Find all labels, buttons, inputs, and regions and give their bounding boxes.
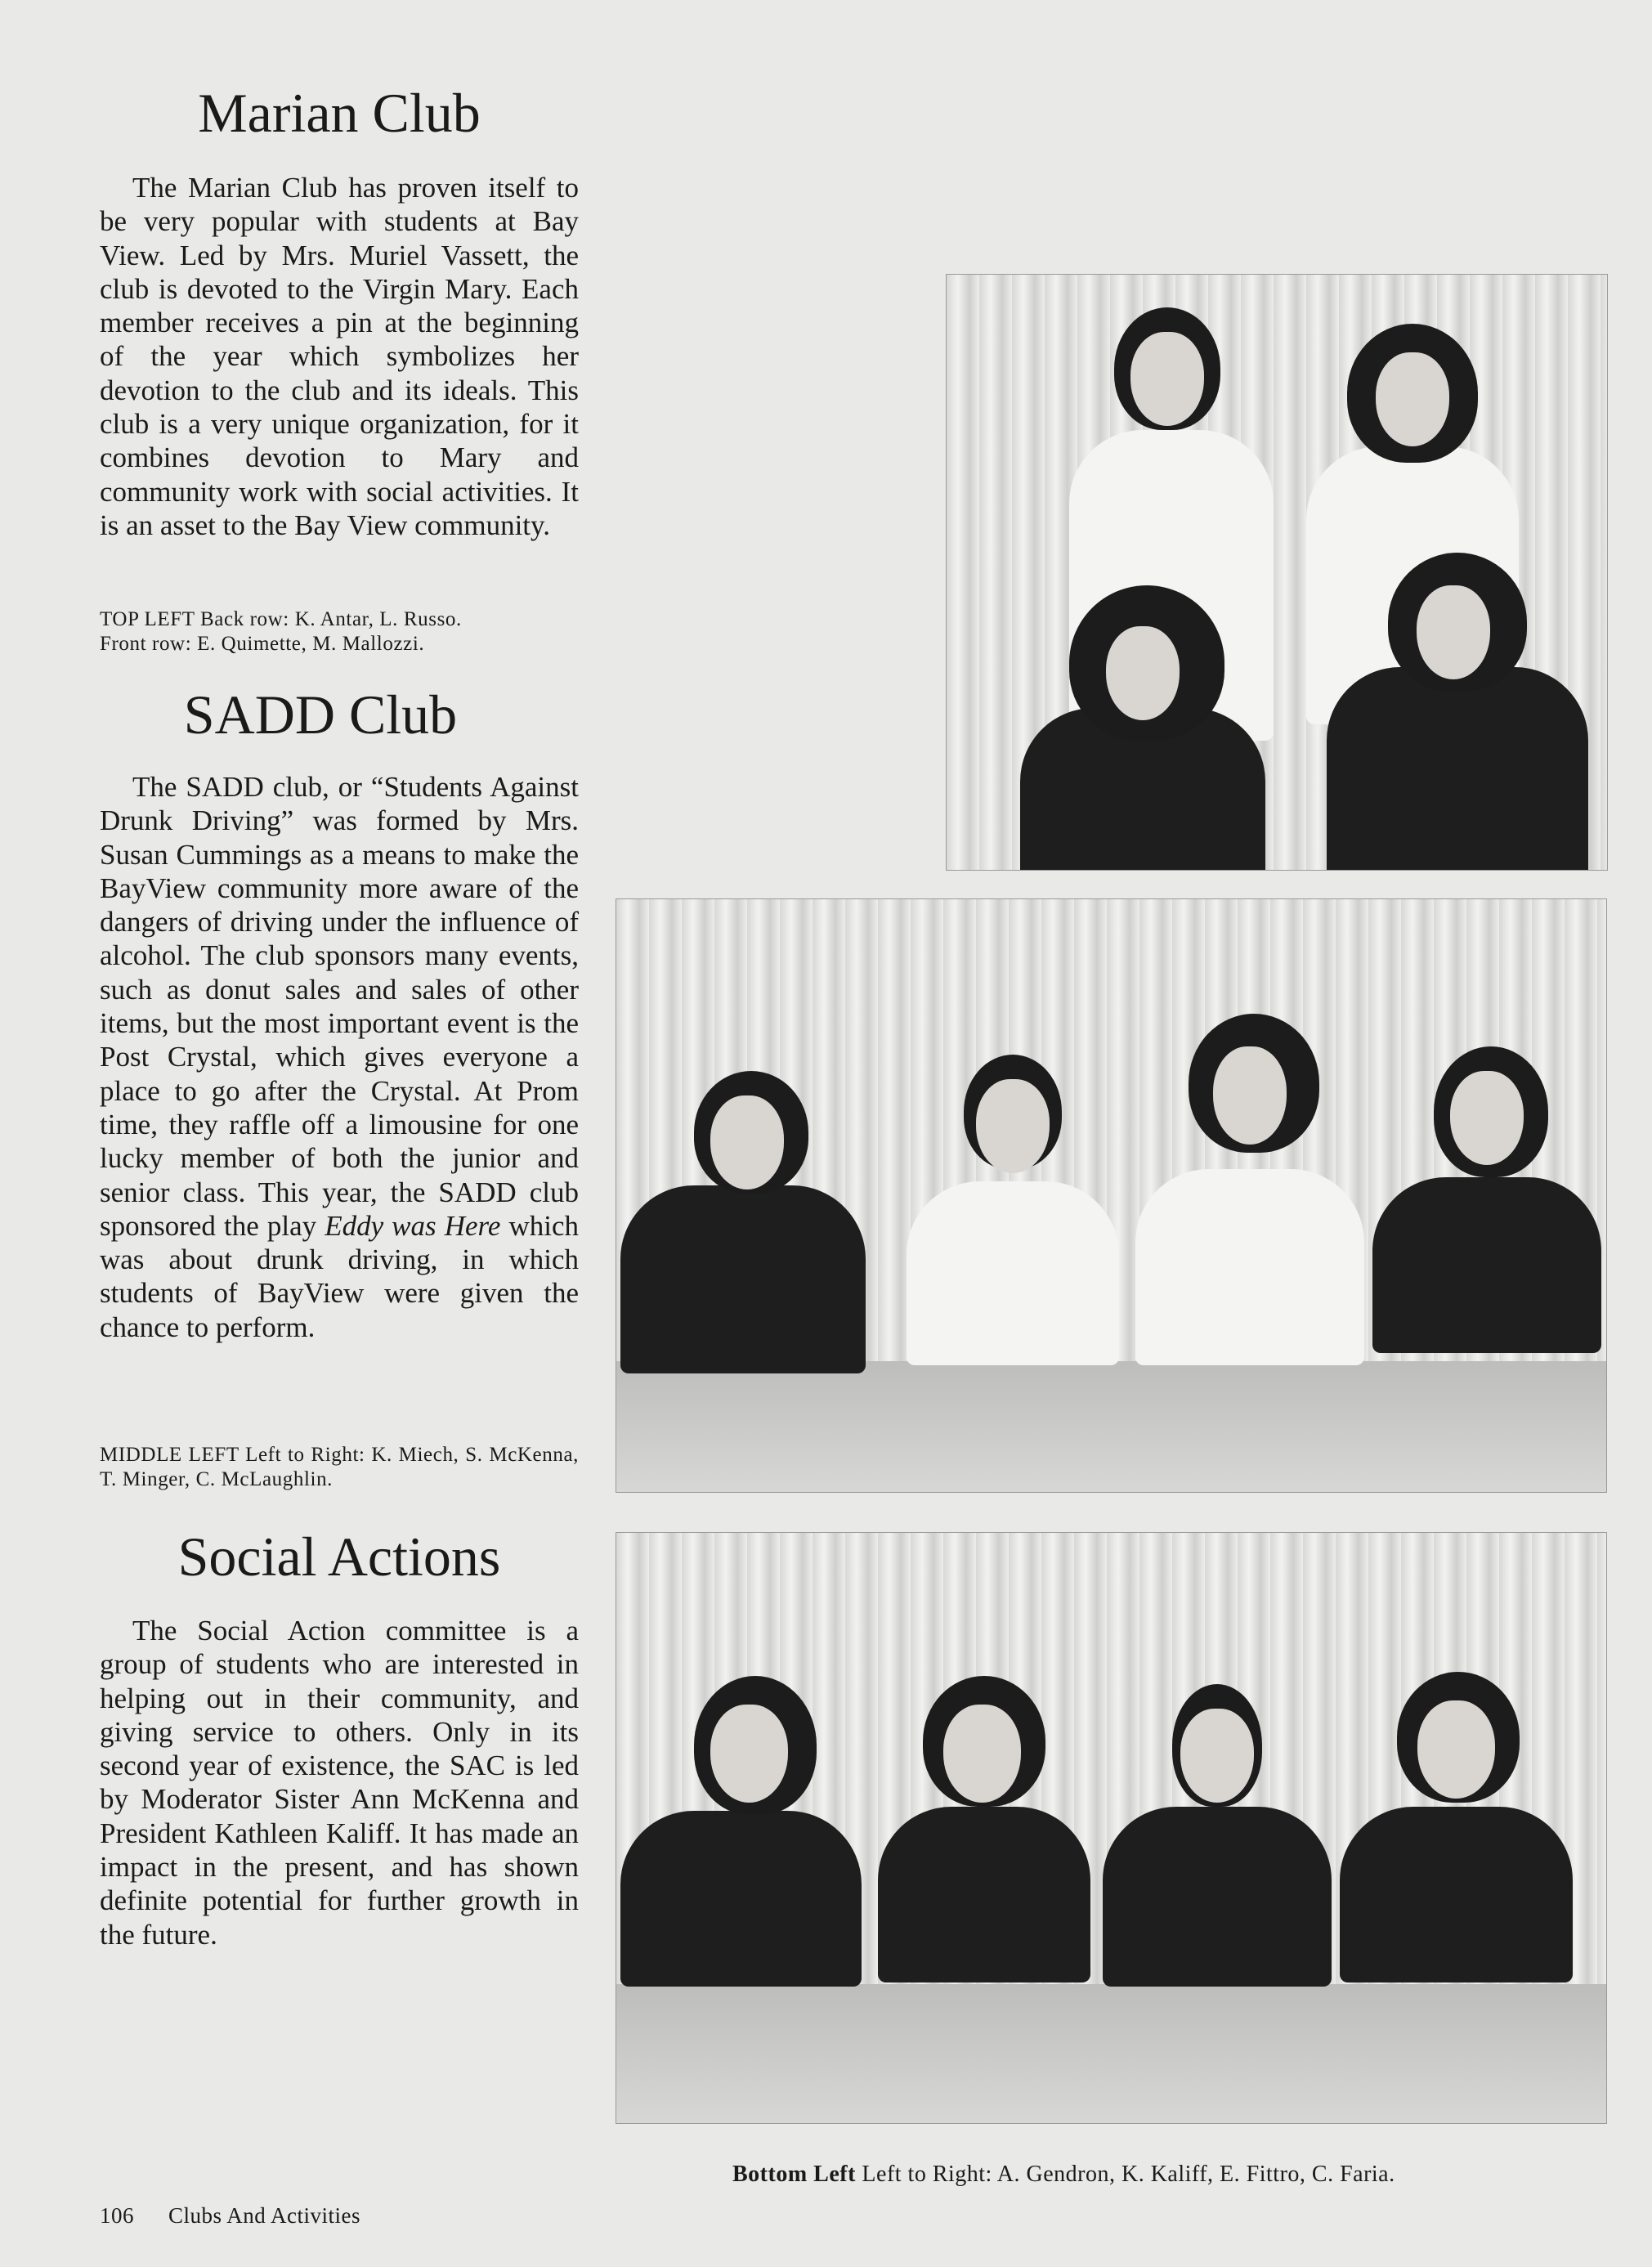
photo-person — [1090, 1680, 1336, 1999]
sadd-club-photo — [616, 898, 1607, 1493]
sadd-body-text-2: which was about drunk driving, in which students of BayView were given the chance to perform. — [100, 1209, 580, 1343]
bottom-caption-text: Left to Right: A. Gendron, K. Kaliff, E. Fittro, C. Faria. — [855, 2162, 1395, 2187]
marian-club-photo — [946, 274, 1608, 871]
bottom-caption-label: Bottom Left — [732, 2162, 856, 2187]
section-name: Clubs And Activities — [168, 2203, 361, 2228]
marian-club-title: Marian Club — [198, 82, 481, 144]
social-actions-title: Social Actions — [177, 1526, 501, 1588]
sadd-play-title: Eddy was Here — [325, 1209, 501, 1242]
photo-person — [1336, 1668, 1573, 2003]
photo-person — [902, 1046, 1123, 1390]
marian-club-caption — [100, 607, 579, 656]
sadd-club-title: SADD Club — [183, 683, 458, 746]
marian-caption-line-1: TOP LEFT Back row: K. Antar, L. Russo. — [100, 608, 462, 630]
social-actions-body: The Social Action committee is a group of students who are interested in helping out in their community, and giving service to others. Only in its second year of existence, the SAC is led by Moderator Sister Ann McKenna and President Kathleen Kaliff. It has made an impact in the present, and has shown definite potential for further growth in the future. — [100, 1615, 579, 1951]
photo-person — [1131, 1006, 1368, 1390]
photo-person — [1012, 585, 1282, 871]
photo-person — [1314, 544, 1592, 871]
photo-person — [616, 1063, 870, 1390]
page-number: 106 — [100, 2203, 134, 2228]
photo-person — [1368, 1038, 1605, 1390]
photo-person — [616, 1672, 870, 1999]
marian-club-body: The Marian Club has proven itself to be very popular with students at Bay View. Led by Mrs. Muriel Vassett, the club is devoted to the Virgin Mary. Each member receives a pin at the beginning of the year which symbolizes her devotion to the club and its ideals. This club is a very unique organization, for it combines devotion to Mary and community work with social activities. It is an asset to the Bay View community. — [100, 172, 579, 541]
social-actions-caption — [732, 2162, 1623, 2188]
photo-person — [874, 1672, 1095, 1999]
page-footer — [100, 2203, 360, 2229]
sadd-club-body — [100, 770, 579, 1344]
marian-caption-line-2: Front row: E. Quimette, M. Mallozzi. — [100, 633, 425, 655]
sadd-club-caption: MIDDLE LEFT Left to Right: K. Miech, S. McKenna, T. Minger, C. McLaughlin. — [100, 1444, 579, 1490]
social-actions-photo — [616, 1532, 1607, 2124]
sadd-body-text-1: The SADD club, or “Students Against Drunk Driving” was formed by Mrs. Susan Cummings as a means to make the BayView community more aware of the dangers of driving under the influence of alcohol. The club sponsors many events, such as donut sales and sales of other items, but the most important event is the Post Crystal, which gives everyone a place to go after the Crystal. At Prom time, they raffle off a limousine for one lucky member of both the junior and senior class. This year, the SADD club sponsored the play — [100, 771, 579, 1242]
